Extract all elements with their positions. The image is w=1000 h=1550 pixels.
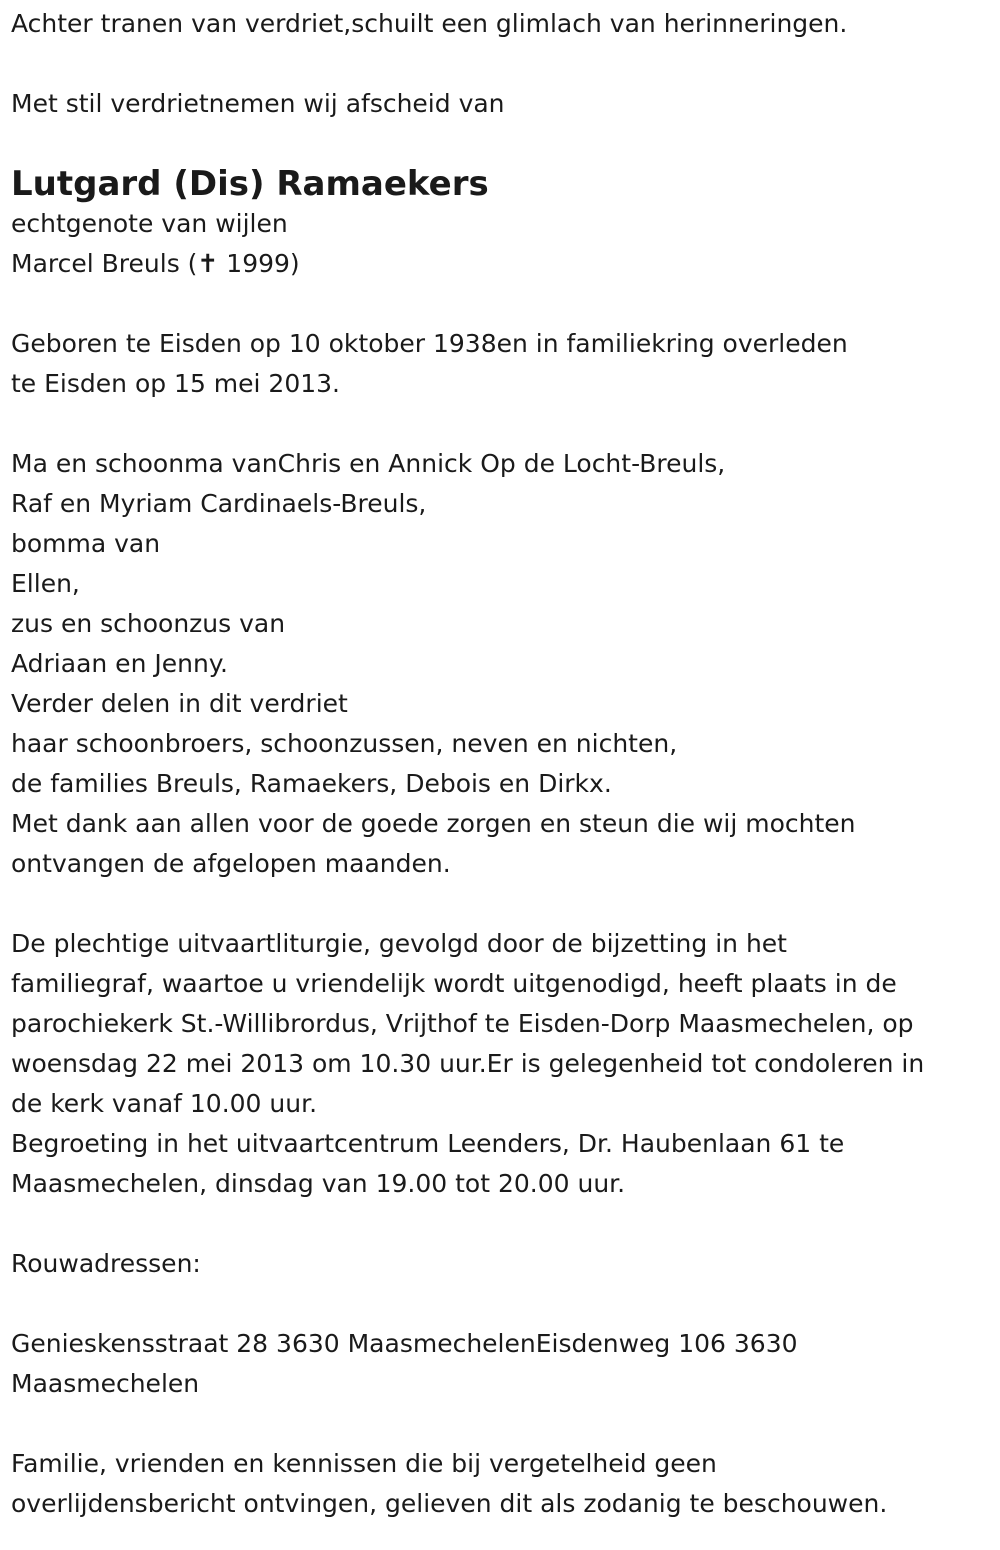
intro-text: Met stil verdrietnemen wij afscheid van	[11, 89, 505, 118]
spacer	[11, 1404, 986, 1444]
family-line: Ma en schoonma vanChris en Annick Op de Locht-Breuls,	[11, 449, 726, 478]
spouse-line: echtgenote van wijlen	[11, 209, 288, 238]
ceremony-line: parochiekerk St.-Willibrordus, Vrijthof te Eisden-Dorp Maasmechelen, op	[11, 1009, 914, 1038]
closing-line: overlijdensbericht ontvingen, gelieven dit als zodanig te beschouwen.	[11, 1489, 888, 1518]
motto: Achter tranen van verdriet,schuilt een glimlach van herinneringen.	[11, 9, 848, 38]
family-line: ontvangen de afgelopen maanden.	[11, 849, 451, 878]
closing-line: Familie, vrienden en kennissen die bij vergetelheid geen	[11, 1449, 717, 1478]
deceased-name: Lutgard (Dis) Ramaekers	[11, 164, 489, 204]
addresses-label: Rouwadressen:	[11, 1249, 201, 1278]
spouse-name: Marcel Breuls (✝ 1999)	[11, 249, 300, 278]
spacer	[11, 1204, 986, 1244]
family-line: Ellen,	[11, 569, 80, 598]
ceremony-line: Begroeting in het uitvaartcentrum Leenders, Dr. Haubenlaan 61 te	[11, 1129, 845, 1158]
family-line: Adriaan en Jenny.	[11, 649, 228, 678]
spacer	[11, 284, 986, 324]
ceremony-line: Maasmechelen, dinsdag van 19.00 tot 20.00 uur.	[11, 1169, 626, 1198]
family-line: Verder delen in dit verdriet	[11, 689, 348, 718]
address-line: Maasmechelen	[11, 1369, 200, 1398]
ceremony-line: de kerk vanaf 10.00 uur.	[11, 1089, 318, 1118]
spacer	[11, 404, 986, 444]
birth-death-line: Geboren te Eisden op 10 oktober 1938en in familiekring overleden	[11, 329, 848, 358]
spacer	[11, 124, 986, 164]
family-line: haar schoonbroers, schoonzussen, neven en nichten,	[11, 729, 678, 758]
birth-death-line: te Eisden op 15 mei 2013.	[11, 369, 341, 398]
ceremony-line: familiegraf, waartoe u vriendelijk wordt uitgenodigd, heeft plaats in de	[11, 969, 897, 998]
spacer	[11, 1284, 986, 1324]
spacer	[11, 44, 986, 84]
ceremony-section	[11, 924, 986, 1204]
family-line: Raf en Myriam Cardinaels-Breuls,	[11, 489, 427, 518]
ceremony-line: woensdag 22 mei 2013 om 10.30 uur.Er is gelegenheid tot condoleren in	[11, 1049, 925, 1078]
ceremony-line: De plechtige uitvaartliturgie, gevolgd door de bijzetting in het	[11, 929, 787, 958]
family-line: de families Breuls, Ramaekers, Debois en Dirkx.	[11, 769, 612, 798]
spacer	[11, 884, 986, 924]
family-line: Met dank aan allen voor de goede zorgen en steun die wij mochten	[11, 809, 856, 838]
address-line: Genieskensstraat 28 3630 MaasmechelenEisdenweg 106 3630	[11, 1329, 798, 1358]
family-line: zus en schoonzus van	[11, 609, 286, 638]
family-section	[11, 444, 986, 884]
family-line: bomma van	[11, 529, 161, 558]
